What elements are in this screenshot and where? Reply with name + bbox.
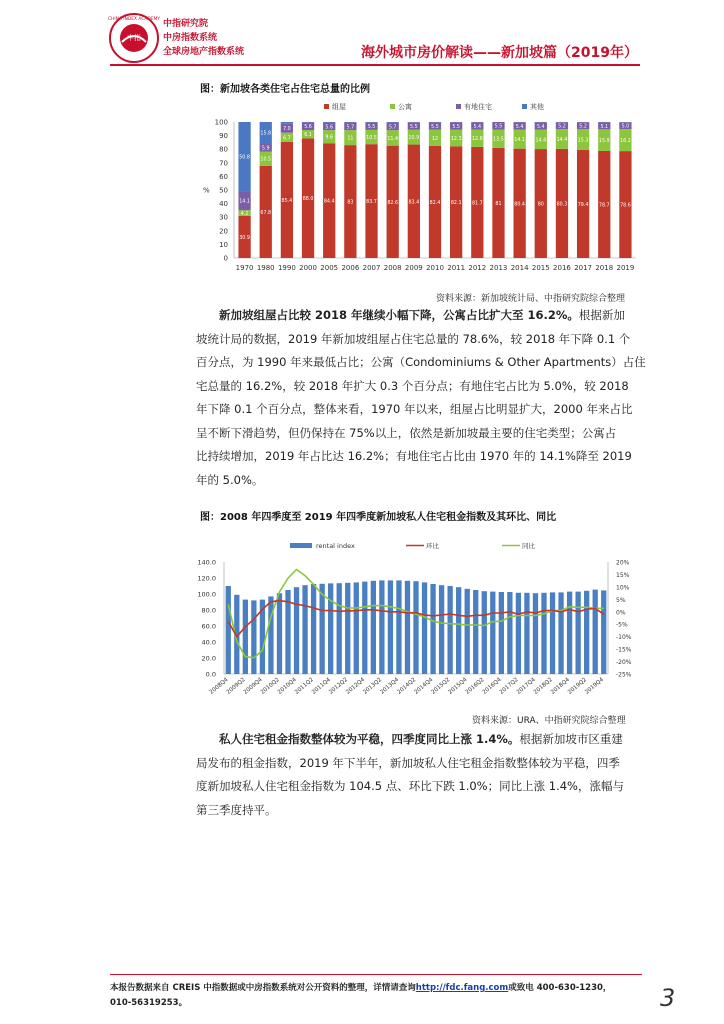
paragraph1-lead: 新加坡组屋占比较 2018 年继续小幅下降，公寓占比扩大至 16.2%。 [219, 308, 579, 322]
x-tick-label-19: 2018Q2 [532, 676, 554, 696]
bar-2011Q1 [302, 585, 307, 674]
bar-label-1970-3: 50.8 [239, 155, 250, 161]
bar-2018Q1 [541, 593, 546, 674]
bar-label-2010-2: 5.5 [431, 124, 439, 130]
bar-2010Q1 [268, 596, 273, 674]
bar-label-2014-1: 14.1 [514, 138, 525, 144]
bar-label-2019-1: 16.2 [620, 139, 631, 145]
bar-2011Q2 [311, 584, 316, 674]
legend-swatch-rental [290, 543, 312, 548]
paragraph-housing-share [196, 304, 646, 492]
bar-label-2008-0: 82.6 [387, 200, 399, 206]
paragraph2-lead: 私人住宅租金指数整体较为平稳，四季度同比上涨 1.4%。 [219, 732, 520, 746]
bar-2019Q1 [575, 592, 580, 674]
x-tick-label-6: 2011Q4 [311, 676, 332, 696]
y-right-tick-0: -25% [616, 671, 632, 679]
bar-2013Q4 [396, 580, 401, 674]
x-tick-label-8: 2012Q4 [345, 676, 367, 696]
x-tick-label-8: 2009 [404, 264, 423, 272]
bar-label-2009-0: 83.4 [408, 200, 420, 206]
bar-label-2007-1: 10.5 [366, 136, 377, 142]
y-left-tick-6: 120.0 [197, 574, 216, 583]
x-tick-label-2: 1990 [277, 264, 296, 272]
rental-index-chart [196, 534, 648, 706]
paragraph1-line-1: 根据新加 [578, 308, 625, 322]
bar-2019Q4 [601, 590, 606, 674]
x-tick-label-13: 2015Q2 [430, 676, 452, 696]
bar-2018Q2 [550, 592, 555, 674]
logo-center-text: 中指 [127, 34, 141, 42]
bar-label-1980-0: 67.8 [260, 210, 272, 216]
paragraph1-line-8: 年的 5.0%。 [196, 472, 264, 487]
bar-2012Q4 [362, 582, 367, 674]
bar-label-2016-2: 5.2 [558, 124, 566, 130]
x-tick-label-18: 2019 [616, 264, 635, 272]
bar-2015Q2 [447, 586, 452, 674]
y-left-tick-0: 0.0 [205, 670, 216, 679]
bar-2008Q4 [226, 586, 231, 674]
paragraph2-line-2: 局发布的租金指数，2019 年下半年，新加坡私人住宅租金指数整体较为平稳，四季 [196, 755, 620, 770]
footer-text-after: 或致电 400-630-1230， [508, 983, 612, 993]
bar-2012Q2 [345, 583, 350, 674]
bar-label-2012-1: 12.8 [471, 137, 483, 143]
bar-2013Q2 [379, 580, 384, 674]
y-right-tick-4: -5% [616, 621, 628, 629]
bar-label-2015-2: 5.4 [536, 124, 545, 130]
y-axis-label: % [203, 186, 210, 195]
bar-2011Q3 [319, 584, 324, 674]
bar-label-2016-1: 14.4 [556, 138, 568, 143]
x-tick-label-11: 2012 [468, 264, 487, 272]
x-tick-label-6: 2007 [362, 264, 381, 272]
x-tick-label-14: 2015 [531, 264, 550, 272]
x-tick-label-5: 2006 [341, 264, 360, 272]
bar-2017Q4 [533, 593, 538, 674]
bar-label-2000-0: 88.0 [302, 197, 314, 203]
x-tick-label-4: 2005 [320, 264, 339, 272]
bar-2014Q4 [430, 584, 435, 674]
bar-2016Q3 [490, 592, 495, 674]
bar-2010Q4 [294, 587, 299, 674]
bar-label-2013-0: 81 [495, 201, 502, 207]
x-tick-label-20: 2018Q4 [550, 676, 571, 696]
y-right-tick-2: -15% [616, 646, 632, 654]
x-tick-label-1: 1980 [256, 264, 275, 272]
y-tick-label-7: 70 [219, 159, 228, 168]
legend-swatch-0 [324, 104, 329, 109]
y-tick-label-5: 50 [219, 186, 228, 195]
y-left-tick-5: 100.0 [197, 590, 216, 599]
bar-label-2009-1: 10.9 [408, 136, 420, 142]
bar-label-1990-1: 6.7 [283, 136, 291, 142]
x-tick-label-2: 2009Q4 [242, 676, 264, 696]
bar-2019Q3 [593, 590, 598, 674]
paragraph-rental-index [196, 728, 638, 822]
bar-label-1990-2: 7.0 [283, 126, 291, 132]
bar-label-2017-0: 79.4 [577, 203, 589, 209]
bar-2011Q4 [328, 583, 333, 674]
bar-label-2014-0: 80.4 [514, 202, 525, 208]
bar-2016Q2 [482, 591, 487, 674]
legend-swatch-1 [390, 104, 395, 109]
bar-label-2011-0: 82.1 [450, 201, 462, 207]
bar-2012Q1 [337, 583, 342, 674]
x-tick-label-0: 2008Q4 [208, 676, 230, 696]
bar-2009Q3 [251, 600, 256, 674]
bar-label-2019-0: 78.6 [620, 203, 631, 209]
bar-label-1970-1: 4.2 [240, 212, 249, 218]
footer-note [110, 981, 650, 1011]
bar-2013Q3 [388, 580, 393, 674]
y-right-tick-8: 15% [616, 571, 630, 579]
bar-2014Q1 [405, 581, 410, 674]
bar-label-2009-2: 5.5 [410, 125, 418, 131]
bar-label-2000-2: 5.6 [304, 125, 312, 131]
bar-label-2018-0: 78.7 [598, 203, 610, 209]
x-tick-label-16: 2017 [574, 264, 593, 272]
bar-label-2018-1: 15.9 [598, 139, 610, 145]
x-tick-label-1: 2009Q2 [225, 676, 247, 696]
paragraph1-line-4: 宅总量的 16.2%，较 2018 年扩大 0.3 个百分点；有地住宅占比为 5.0%，较 2018 [196, 378, 629, 393]
bar-2019Q2 [584, 591, 589, 674]
bar-2012Q3 [354, 582, 359, 674]
paragraph1-line-6: 呈不断下滑趋势，但仍保持在 75%以上，依然是新加坡最主要的住宅类型；公寓占 [196, 425, 617, 440]
bar-label-2005-0: 84.4 [323, 199, 335, 205]
x-tick-label-4: 2010Q4 [276, 676, 298, 696]
bar-label-2015-1: 14.4 [535, 138, 547, 144]
bar-2015Q3 [456, 587, 461, 674]
y-right-tick-1: -20% [616, 659, 632, 667]
y-left-tick-1: 20.0 [201, 654, 216, 663]
x-tick-label-17: 2018 [595, 264, 614, 272]
bar-label-2008-1: 11.4 [387, 136, 399, 142]
bar-label-2010-0: 82.4 [429, 200, 441, 206]
y-tick-label-4: 40 [219, 200, 228, 209]
y-left-tick-2: 40.0 [201, 638, 216, 647]
x-tick-label-18: 2017Q4 [515, 676, 537, 696]
bar-label-2013-2: 5.5 [494, 124, 503, 130]
legend-label-1: 公寓 [398, 103, 412, 111]
document-title: 海外城市房价解读——新加坡篇（2019年） [361, 45, 638, 61]
bar-label-2017-2: 5.2 [579, 124, 587, 130]
x-tick-label-15: 2016Q2 [464, 676, 486, 696]
legend-label-yoy: 同比 [522, 542, 535, 550]
x-tick-label-0: 1970 [235, 264, 254, 272]
brand-line-3: 全球房地产指数系统 [163, 47, 245, 57]
x-tick-label-3: 2010Q2 [259, 676, 281, 696]
x-tick-label-16: 2016Q4 [481, 676, 503, 696]
y-tick-label-2: 20 [219, 227, 228, 236]
x-tick-label-21: 2019Q2 [567, 676, 588, 696]
bar-label-2007-2: 5.5 [367, 125, 376, 131]
bar-2005-3 [323, 122, 335, 123]
y-right-tick-3: -10% [616, 634, 632, 642]
bar-2015Q1 [439, 585, 444, 674]
bar-label-2013-1: 13.5 [493, 137, 504, 143]
bar-2016Q4 [499, 592, 504, 674]
y-left-tick-7: 140.0 [197, 558, 216, 567]
bar-label-1970-0: 30.9 [239, 235, 250, 241]
bar-label-2010-1: 12 [431, 136, 439, 142]
x-tick-label-13: 2014 [510, 264, 529, 272]
bar-2018Q3 [558, 592, 563, 674]
bar-2015Q4 [465, 589, 470, 674]
legend-swatch-2 [456, 104, 461, 109]
legend-label-0: 组屋 [332, 103, 346, 111]
bar-label-1980-2: 5.9 [261, 146, 270, 152]
y-right-tick-5: 0% [616, 609, 626, 617]
y-tick-label-10: 100 [214, 118, 228, 127]
bar-label-2011-2: 5.5 [452, 124, 460, 130]
bar-2010Q2 [277, 593, 282, 674]
x-tick-label-9: 2010 [426, 264, 444, 272]
bar-label-2017-1: 15.3 [577, 138, 589, 144]
x-tick-label-9: 2013Q2 [362, 676, 384, 696]
y-tick-label-9: 90 [219, 132, 228, 141]
y-right-tick-6: 5% [616, 596, 626, 604]
y-right-tick-7: 10% [616, 584, 630, 592]
bar-2013Q1 [371, 581, 376, 674]
paragraph2-line-1: 根据新加坡市区重建 [519, 732, 623, 746]
x-tick-label-12: 2013 [489, 264, 508, 272]
y-tick-label-3: 30 [219, 213, 228, 222]
bar-label-2019-2: 5.0 [621, 124, 630, 130]
paragraph1-line-3: 百分点，为 1990 年来最低占比；公寓（Condominiums & Other Apartments）占住 [196, 355, 646, 369]
paragraph1-line-7: 比持续增加，2019 年占比达 16.2%；有地住宅占比由 1970 年的 14.1%降至 2019 [196, 449, 632, 463]
bar-2017Q3 [524, 593, 529, 674]
bar-label-2014-2: 5.4 [515, 124, 524, 130]
bar-2016Q1 [473, 590, 478, 674]
y-tick-label-1: 10 [219, 240, 228, 249]
figure1-title: 图：新加坡各类住宅占住宅总量的比例 [200, 84, 370, 95]
x-tick-label-5: 2011Q2 [294, 676, 315, 696]
bar-label-2008-2: 5.7 [388, 125, 397, 131]
housing-type-share-chart [196, 98, 648, 280]
footer-line-2: 010-56319253。 [110, 998, 188, 1008]
bar-label-2016-0: 80.3 [556, 202, 568, 208]
figure1-source: 资料来源：新加坡统计局、中指研究院综合整理 [436, 294, 626, 304]
x-tick-label-14: 2015Q4 [447, 676, 469, 696]
bar-1990-3 [281, 122, 293, 123]
figure2-source: 资料来源：URA、中指研究院综合整理 [472, 716, 626, 726]
bar-2018Q4 [567, 592, 572, 674]
x-tick-label-17: 2017Q2 [498, 676, 520, 696]
bar-label-2011-1: 12.3 [450, 136, 462, 142]
bar-label-2007-0: 83.7 [366, 200, 377, 206]
bar-label-2018-2: 5.1 [600, 124, 609, 130]
brand-line-2: 中房指数系统 [163, 33, 218, 43]
footer-link[interactable]: http://fdc.fang.com [415, 983, 509, 993]
bar-label-2015-0: 80 [537, 202, 544, 208]
figure2-title: 图：2008 年四季度至 2019 年四季度新加坡私人住宅租金指数及其环比、同比 [200, 512, 557, 523]
y-tick-label-8: 80 [219, 145, 228, 154]
legend-label-qoq: 环比 [426, 542, 439, 550]
x-tick-label-7: 2012Q2 [328, 676, 350, 696]
bar-label-2012-0: 81.7 [471, 201, 483, 207]
x-tick-label-12: 2014Q4 [413, 676, 435, 696]
bar-label-2012-2: 5.4 [473, 124, 482, 130]
brand-line-1: 中指研究院 [163, 19, 209, 29]
y-tick-label-0: 0 [223, 254, 228, 263]
header-divider [110, 64, 640, 66]
bar-label-1980-3: 15.8 [260, 131, 272, 137]
bar-label-2000-1: 6.1 [304, 133, 312, 139]
bar-label-2006-1: 11 [347, 136, 354, 142]
bar-2014Q2 [413, 581, 418, 674]
paragraph1-line-2: 坡统计局的数据，2019 年新加坡组屋占住宅总量的 78.6%，较 2018 年下降 0.1 个 [196, 331, 631, 346]
y-left-tick-4: 80.0 [201, 606, 216, 615]
legend-label-3: 其他 [530, 103, 544, 111]
footer-text-before: 本报告数据来自 CREIS 中指数据或中房指数系统对公开资料的整理，详情请查询 [110, 983, 416, 993]
y-left-tick-3: 60.0 [201, 622, 216, 631]
bar-2017Q2 [516, 593, 521, 674]
paragraph2-line-3: 度新加坡私人住宅租金指数为 104.5 点、环比下跌 1.0%；同比上涨 1.4%，涨幅与 [196, 779, 624, 793]
x-tick-label-22: 2019Q4 [584, 676, 606, 696]
bar-label-2005-1: 9.6 [325, 135, 334, 141]
bar-2009Q2 [243, 600, 248, 674]
page-number: 3 [660, 984, 676, 1012]
bar-label-1970-2: 14.1 [239, 199, 250, 205]
paragraph1-line-5: 年下降 0.1 个百分点，整体来看，1970 年以来，组屋占比明显扩大，2000 年来占比 [196, 402, 633, 416]
x-tick-label-15: 2016 [553, 264, 571, 272]
x-tick-label-7: 2008 [383, 264, 402, 272]
bar-label-1980-1: 10.5 [260, 157, 272, 163]
bar-2017Q1 [507, 592, 512, 674]
bar-2014Q3 [422, 582, 427, 674]
legend-label-2: 有地住宅 [464, 103, 492, 111]
footer-divider [110, 974, 642, 975]
bar-label-2006-0: 83 [347, 200, 354, 206]
company-logo [108, 12, 160, 64]
x-tick-label-10: 2011 [447, 264, 466, 272]
x-tick-label-10: 2013Q4 [379, 676, 401, 696]
logo-ring-text: CHINA INDEX ACADEMY [108, 17, 160, 22]
bar-label-2005-2: 5.6 [325, 125, 334, 131]
y-right-tick-9: 20% [616, 559, 630, 567]
x-tick-label-11: 2014Q2 [396, 676, 418, 696]
bar-label-2006-2: 5.7 [346, 125, 355, 131]
legend-label-rental: rental index [316, 542, 355, 550]
paragraph2-line-4: 第三季度持平。 [196, 802, 277, 817]
y-tick-label-6: 60 [219, 172, 228, 181]
x-tick-label-3: 2000 [299, 264, 317, 272]
legend-swatch-3 [522, 104, 527, 109]
bar-label-1990-0: 85.4 [281, 198, 293, 204]
